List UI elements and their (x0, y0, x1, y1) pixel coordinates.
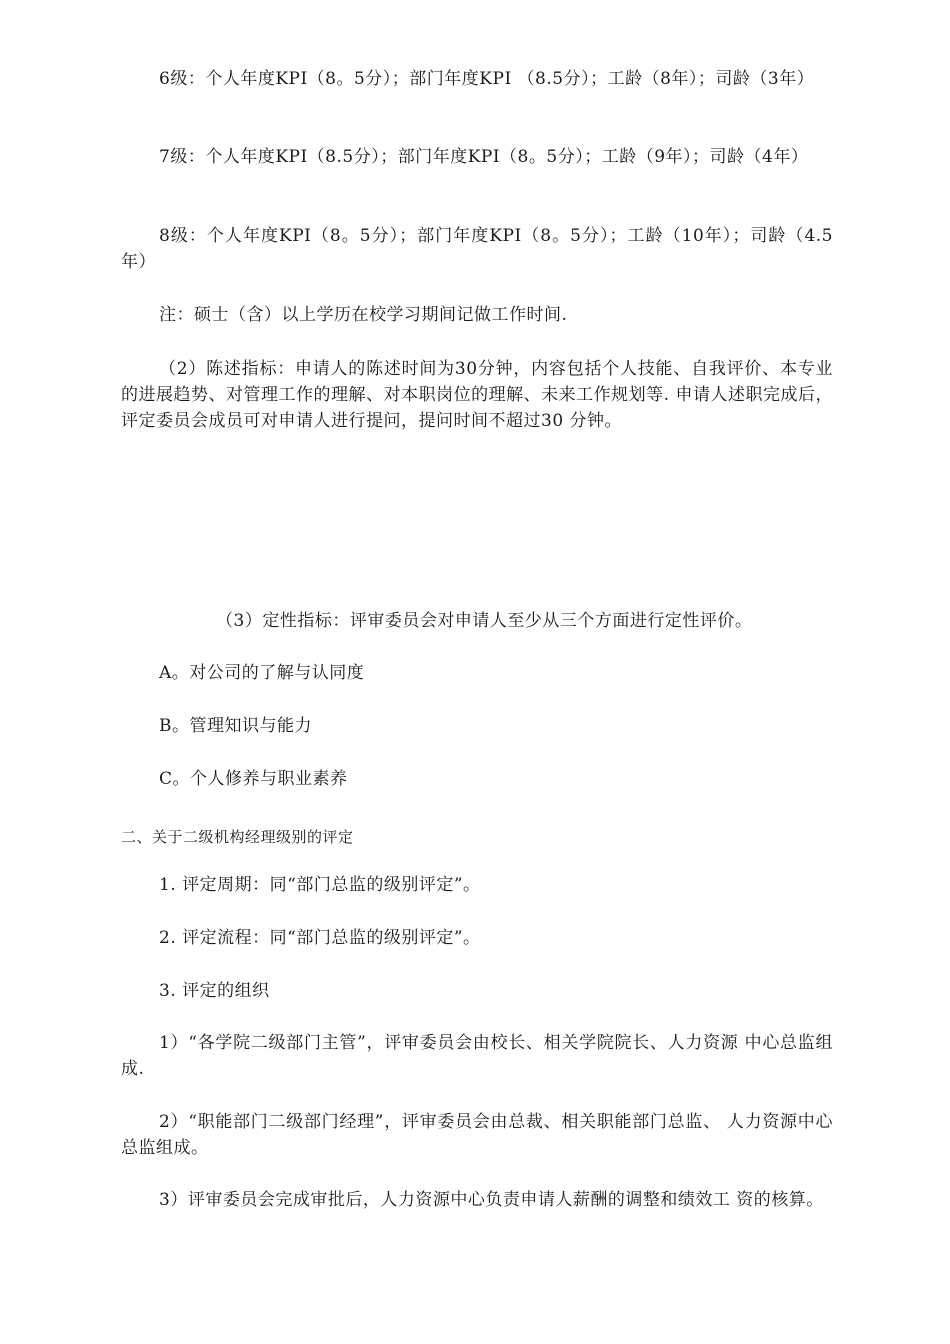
section-heading: 二、关于二级机构经理级别的评定 (121, 828, 354, 846)
paragraph-review-cycle: 1. 评定周期：同“部门总监的级别评定”。 (159, 875, 481, 895)
paragraph-hr-approval: 3）评审委员会完成审批后，人力资源中心负责申请人薪酬的调整和绩效工 资的核算。 (159, 1190, 824, 1210)
paragraph-review-process: 2. 评定流程：同“部门总监的级别评定”。 (159, 928, 481, 948)
paragraph-level-8: 8级：个人年度KPI（8。5分）；部门年度KPI（8。5分）；工龄（10年）；司龄（4.5年） (121, 226, 833, 272)
list-item-a: A。对公司的了解与认同度 (159, 663, 365, 683)
paragraph-level-7: 7级：个人年度KPI（8.5分）；部门年度KPI（8。5分）；工龄（9年）；司龄（4年） (159, 147, 809, 167)
paragraph-review-organization: 3. 评定的组织 (159, 981, 270, 1001)
paragraph-college-managers: 1）“各学院二级部门主管”，评审委员会由校长、相关学院院长、人力资源 中心总监组成. (121, 1033, 833, 1079)
list-item-b: B。管理知识与能力 (159, 716, 312, 736)
list-item-c: C。个人修养与职业素养 (159, 769, 348, 789)
paragraph-functional-managers: 2）“职能部门二级部门经理”，评审委员会由总裁、相关职能部门总监、 人力资源中心总监组成。 (121, 1112, 833, 1158)
paragraph-level-6: 6级：个人年度KPI（8。5分）；部门年度KPI （8.5分）；工龄（8年）；司龄（3年） (159, 69, 815, 89)
paragraph-note: 注：硕士（含）以上学历在校学习期间记做工作时间. (159, 305, 568, 325)
paragraph-presentation-indicator: （2）陈述指标：申请人的陈述时间为30分钟，内容包括个人技能、自我评价、本专业的进展趋势、对管理工作的理解、对本职岗位的理解、未来工作规划等. 申请人述职完成后，评定委员会成员可对申请人进行提问，提问时间不超过30 分钟。 (121, 359, 833, 431)
paragraph-qualitative-indicator: （3）定性指标：评审委员会对申请人至少从三个方面进行定性评价。 (216, 611, 753, 631)
